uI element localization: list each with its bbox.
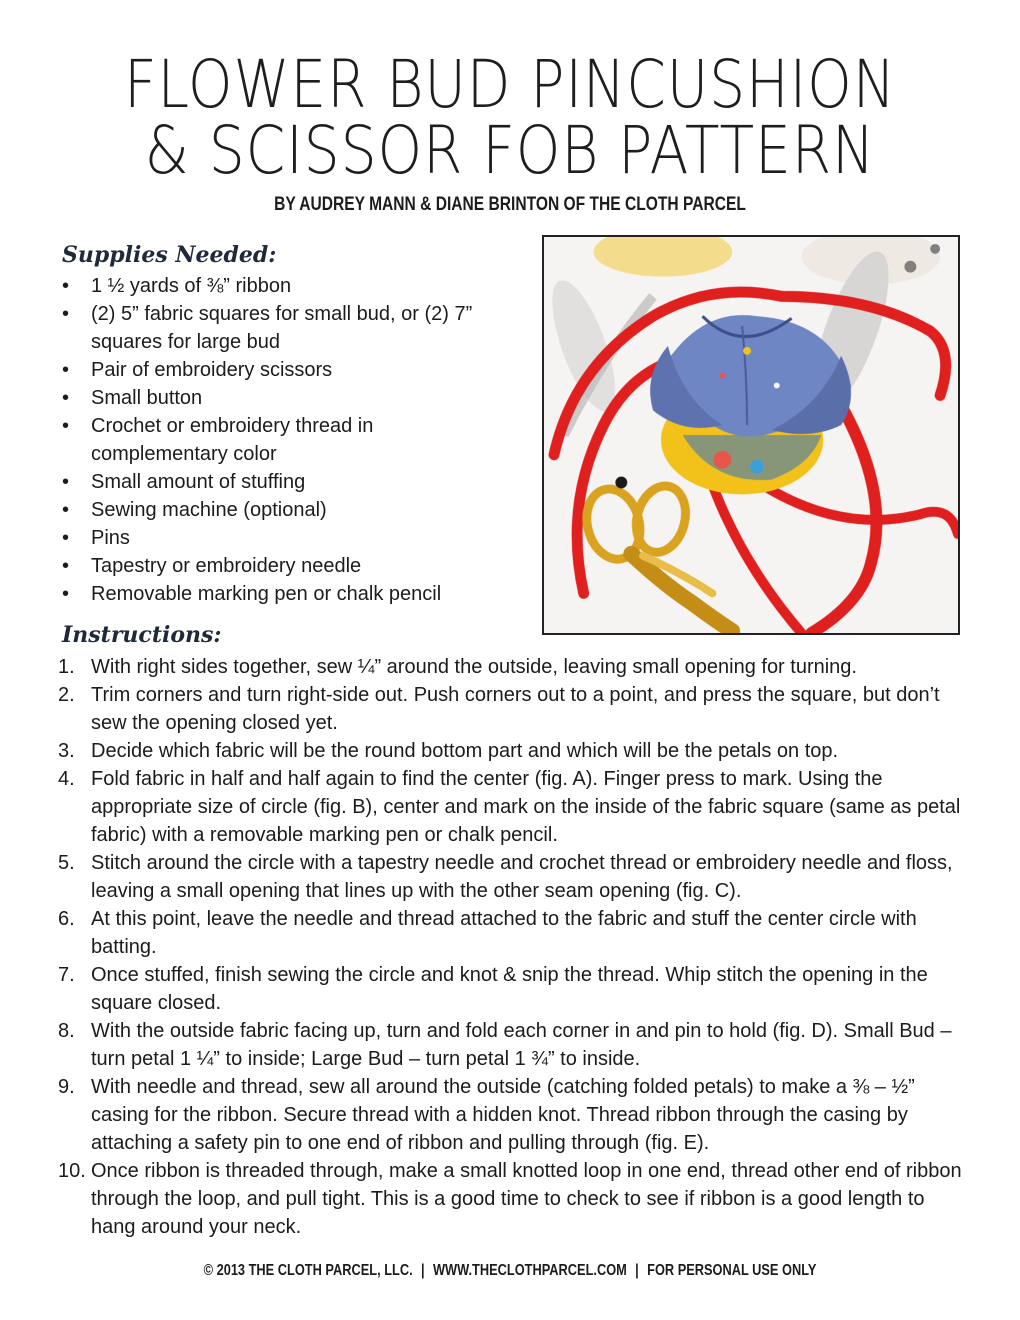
step-text: Stitch around the circle with a tapestry needle and crochet thread or embroidery needle and floss, leaving a small opening that lines up with the other seam opening (fig. C). — [91, 852, 953, 902]
step-number: 3. — [58, 740, 75, 762]
instructions-heading: Instructions: — [62, 622, 222, 648]
supplies-list — [62, 272, 512, 608]
supply-item: • Small amount of stuffing — [62, 468, 512, 496]
footer-separator: | — [420, 1262, 425, 1279]
title-line-2: & SCISSOR FOB PATTERN — [144, 112, 876, 189]
step-number: 4. — [58, 768, 75, 790]
step-text: Decide which fabric will be the round bottom part and which will be the petals on top. — [91, 740, 839, 762]
step-text: With the outside fabric facing up, turn and fold each corner in and pin to hold (fig. D). Small Bud – turn petal 1 ¼” to inside; Large Bud – turn petal 1 ¾” to inside. — [91, 1020, 952, 1070]
instruction-step — [58, 681, 962, 737]
supply-item: • (2) 5” fabric squares for small bud, or (2) 7” squares for large bud — [62, 300, 511, 356]
step-number: 10. — [58, 1160, 86, 1182]
instruction-step — [58, 737, 962, 765]
instruction-step — [58, 905, 962, 961]
step-text: With right sides together, sew ¼” around the outside, leaving small opening for turning. — [91, 656, 857, 678]
supply-item: • Sewing machine (optional) — [62, 496, 512, 524]
instructions-list — [58, 653, 962, 1241]
instruction-step — [58, 1157, 962, 1241]
supply-item: • Pins — [62, 524, 512, 552]
step-number: 6. — [58, 908, 75, 930]
supply-item: • Removable marking pen or chalk pencil — [62, 580, 512, 608]
step-number: 5. — [58, 852, 75, 874]
footer-website-link[interactable]: WWW.THECLOTHPARCEL.COM — [432, 1262, 627, 1279]
step-text: With needle and thread, sew all around the outside (catching folded petals) to make a ⅜ – ½” casing for the ribbon. Secure thread with a hidden knot. Thread ribbon through the casing by attaching a safety pin to one end of ribbon and pulling through (fig. E). — [91, 1076, 915, 1154]
step-number: 8. — [58, 1020, 75, 1042]
supply-item: • Crochet or embroidery thread in complementary color — [62, 412, 421, 468]
step-text: At this point, leave the needle and thread attached to the fabric and stuff the center circle with batting. — [91, 908, 917, 958]
footer-separator: | — [635, 1262, 639, 1279]
pincushion-illustration — [544, 237, 958, 633]
supply-item: • Pair of embroidery scissors — [62, 356, 512, 384]
footer-usage-note: FOR PERSONAL USE ONLY — [647, 1262, 817, 1279]
step-number: 1. — [58, 656, 75, 678]
instruction-step — [58, 1073, 962, 1157]
byline: BY AUDREY MANN & DIANE BRINTON OF THE CLOTH PARCEL — [274, 194, 746, 215]
step-number: 7. — [58, 964, 75, 986]
instruction-step — [58, 653, 962, 681]
supply-item: • 1 ½ yards of ⅜” ribbon — [62, 272, 512, 300]
step-number: 2. — [58, 684, 75, 706]
supply-item: • Tapestry or embroidery needle — [62, 552, 512, 580]
instruction-step — [58, 849, 962, 905]
page-footer — [102, 1262, 918, 1280]
page-title — [71, 46, 948, 189]
supplies-heading: Supplies Needed: — [62, 242, 277, 268]
step-number: 9. — [58, 1076, 75, 1098]
instruction-step — [58, 765, 962, 849]
step-text: Once ribbon is threaded through, make a small knotted loop in one end, thread other end of ribbon through the loop, and pull tight. This is a good time to check to see if ribbon is a good length to hang around your neck. — [91, 1160, 962, 1238]
supply-item: • Small button — [62, 384, 512, 412]
step-text: Trim corners and turn right-side out. Push corners out to a point, and press the square, but don’t sew the opening closed yet. — [91, 684, 940, 734]
footer-copyright: © 2013 THE CLOTH PARCEL, LLC. — [203, 1262, 413, 1279]
title-line-1: FLOWER BUD PINCUSHION — [123, 46, 897, 123]
instruction-step — [58, 961, 962, 1017]
product-photo — [542, 235, 960, 635]
step-text: Fold fabric in half and half again to find the center (fig. A). Finger press to mark. Using the appropriate size of circle (fig. B), center and mark on the inside of the fabric square (same as petal fabric) with a removable marking pen or chalk pencil. — [91, 768, 961, 846]
instruction-step — [58, 1017, 962, 1073]
step-text: Once stuffed, finish sewing the circle and knot & snip the thread. Whip stitch the opening in the square closed. — [91, 964, 928, 1014]
